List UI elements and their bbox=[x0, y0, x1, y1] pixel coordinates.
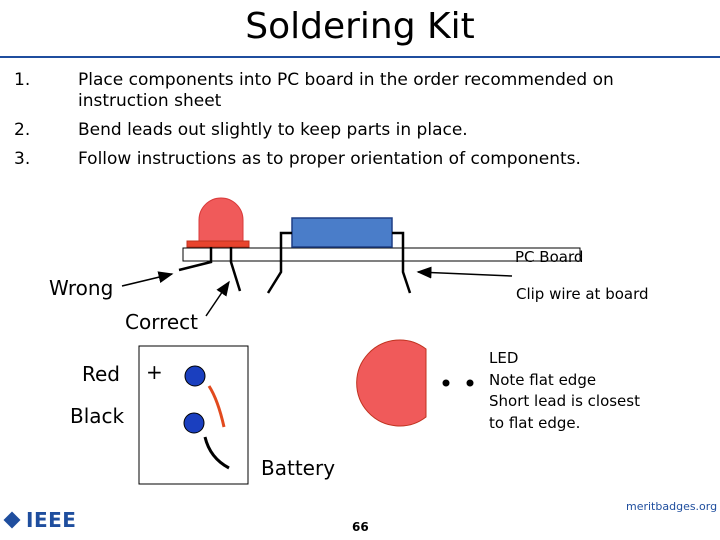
page-number: 66 bbox=[352, 520, 369, 534]
led-lead-long bbox=[467, 380, 474, 387]
led-on-board bbox=[187, 198, 249, 247]
instruction-step: 1. Place components into PC board in the order recommended on instruction sheet bbox=[14, 70, 614, 111]
ieee-logo: IEEE bbox=[6, 508, 76, 532]
black-label: Black bbox=[70, 404, 125, 428]
led-note: LED Note flat edge Short lead is closest to flat edge. bbox=[489, 349, 640, 432]
battery-terminal-red bbox=[185, 366, 205, 386]
led-lead-short bbox=[443, 380, 450, 387]
pc-board-label: PC Board bbox=[515, 248, 584, 266]
ieee-diamond-icon bbox=[4, 512, 21, 529]
instruction-step: 2. Bend leads out slightly to keep parts in place. bbox=[14, 120, 468, 140]
wrong-label: Wrong bbox=[49, 276, 114, 300]
battery-terminal-black bbox=[184, 413, 204, 433]
led-top-view bbox=[357, 340, 426, 426]
red-label: Red bbox=[82, 362, 120, 386]
resistor bbox=[292, 218, 392, 247]
plus-label: + bbox=[146, 360, 163, 384]
clip-wire-label: Clip wire at board bbox=[516, 285, 649, 303]
instruction-step: 3. Follow instructions as to proper orientation of components. bbox=[14, 149, 581, 169]
slide-title: Soldering Kit bbox=[245, 6, 475, 47]
correct-label: Correct bbox=[125, 310, 198, 334]
meritbadges-logo: meritbadges.org bbox=[626, 500, 718, 513]
battery-label: Battery bbox=[261, 456, 336, 480]
